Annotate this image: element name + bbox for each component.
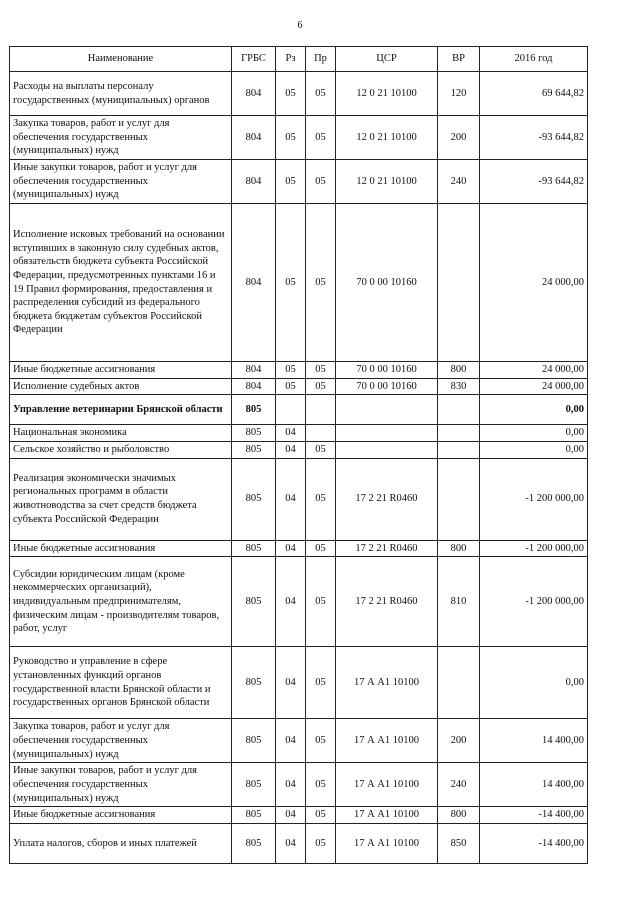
table-row (10, 557, 588, 647)
cell-grbs: 805 (232, 395, 276, 425)
header-rz: Рз (276, 47, 306, 72)
cell-amount: 24 000,00 (480, 378, 588, 395)
cell-pr: 05 (306, 647, 336, 719)
header-year: 2016 год (480, 47, 588, 72)
budget-table (9, 46, 588, 864)
cell-grbs: 805 (232, 823, 276, 863)
cell-csr: 17 2 21 R0460 (336, 557, 438, 647)
cell-csr: 70 0 00 10160 (336, 378, 438, 395)
cell-pr: 05 (306, 362, 336, 379)
cell-name: Иные закупки товаров, работ и услуг для обеспечения государственных (муниципальных) нужд (10, 160, 232, 204)
table-row (10, 116, 588, 160)
cell-grbs: 805 (232, 557, 276, 647)
cell-pr: 05 (306, 378, 336, 395)
cell-vr (438, 204, 480, 362)
cell-csr: 70 0 00 10160 (336, 362, 438, 379)
cell-amount: -14 400,00 (480, 807, 588, 824)
cell-vr: 200 (438, 116, 480, 160)
table-row (10, 458, 588, 540)
cell-name: Закупка товаров, работ и услуг для обеспечения государственных (муниципальных) нужд (10, 116, 232, 160)
cell-vr: 800 (438, 540, 480, 557)
cell-grbs: 805 (232, 807, 276, 824)
table-row (10, 540, 588, 557)
cell-pr (306, 425, 336, 442)
cell-csr: 12 0 21 10100 (336, 160, 438, 204)
cell-rz: 05 (276, 362, 306, 379)
cell-csr (336, 395, 438, 425)
cell-vr (438, 425, 480, 442)
table-row (10, 823, 588, 863)
cell-vr: 850 (438, 823, 480, 863)
cell-csr: 17 А А1 10100 (336, 763, 438, 807)
header-name: Наименование (10, 47, 232, 72)
cell-rz: 05 (276, 116, 306, 160)
cell-pr: 05 (306, 458, 336, 540)
cell-rz: 04 (276, 763, 306, 807)
cell-vr: 810 (438, 557, 480, 647)
cell-pr: 05 (306, 540, 336, 557)
page-number: 6 (297, 20, 303, 31)
cell-grbs: 804 (232, 362, 276, 379)
cell-amount: -14 400,00 (480, 823, 588, 863)
table-header-row (10, 47, 588, 72)
cell-name: Управление ветеринарии Брянской области (10, 395, 232, 425)
cell-vr: 120 (438, 72, 480, 116)
cell-name: Сельское хозяйство и рыболовство (10, 441, 232, 458)
cell-amount: 0,00 (480, 425, 588, 442)
table-row (10, 160, 588, 204)
cell-rz: 04 (276, 425, 306, 442)
cell-csr: 17 А А1 10100 (336, 719, 438, 763)
cell-pr: 05 (306, 441, 336, 458)
cell-pr: 05 (306, 823, 336, 863)
cell-amount: 24 000,00 (480, 362, 588, 379)
table-row (10, 807, 588, 824)
table-row (10, 763, 588, 807)
table-row (10, 204, 588, 362)
cell-rz: 04 (276, 647, 306, 719)
cell-amount: 24 000,00 (480, 204, 588, 362)
cell-vr (438, 647, 480, 719)
header-csr: ЦСР (336, 47, 438, 72)
cell-rz: 04 (276, 557, 306, 647)
cell-vr: 240 (438, 763, 480, 807)
cell-grbs: 805 (232, 763, 276, 807)
table-row (10, 719, 588, 763)
cell-name: Иные бюджетные ассигнования (10, 807, 232, 824)
cell-name: Исполнение исковых требований на основании вступивших в законную силу судебных актов, обязательств бюджета субъекта Российской Федерации, предусмотренных пунктами 16 и 19 Правил формирования, предоставления и распределения субсидий из федерального бюджета бюджетам субъектов Российской Федерации (10, 204, 232, 362)
cell-grbs: 805 (232, 719, 276, 763)
cell-rz: 04 (276, 719, 306, 763)
cell-grbs: 804 (232, 116, 276, 160)
cell-pr: 05 (306, 557, 336, 647)
cell-rz: 04 (276, 458, 306, 540)
table-row (10, 72, 588, 116)
header-grbs: ГРБС (232, 47, 276, 72)
cell-grbs: 805 (232, 425, 276, 442)
table-row (10, 378, 588, 395)
cell-vr: 830 (438, 378, 480, 395)
cell-amount: 0,00 (480, 441, 588, 458)
cell-csr: 17 А А1 10100 (336, 647, 438, 719)
cell-grbs: 805 (232, 540, 276, 557)
cell-csr (336, 441, 438, 458)
cell-grbs: 804 (232, 204, 276, 362)
header-pr: Пр (306, 47, 336, 72)
cell-name: Расходы на выплаты персоналу государственных (муниципальных) органов (10, 72, 232, 116)
cell-name: Реализация экономически значимых региональных программ в области животноводства за счет средств бюджета субъекта Российской Федерации (10, 458, 232, 540)
cell-rz: 05 (276, 160, 306, 204)
table-body (10, 72, 588, 864)
cell-pr: 05 (306, 807, 336, 824)
cell-vr (438, 441, 480, 458)
cell-vr: 800 (438, 807, 480, 824)
cell-amount: 0,00 (480, 395, 588, 425)
cell-rz: 05 (276, 204, 306, 362)
cell-pr: 05 (306, 204, 336, 362)
cell-amount: 69 644,82 (480, 72, 588, 116)
table-row (10, 647, 588, 719)
cell-name: Субсидии юридическим лицам (кроме некоммерческих организаций), индивидуальным предпринимателям, физическим лицам - производителям товаров, работ, услуг (10, 557, 232, 647)
cell-vr (438, 458, 480, 540)
cell-pr: 05 (306, 160, 336, 204)
table-row (10, 441, 588, 458)
cell-amount: -93 644,82 (480, 116, 588, 160)
cell-amount: -1 200 000,00 (480, 557, 588, 647)
cell-name: Национальная экономика (10, 425, 232, 442)
cell-rz: 04 (276, 823, 306, 863)
cell-grbs: 805 (232, 441, 276, 458)
table-row (10, 425, 588, 442)
cell-csr: 12 0 21 10100 (336, 116, 438, 160)
cell-name: Руководство и управление в сфере установленных функций органов государственной власти Брянской области и государственных органов Брянской области (10, 647, 232, 719)
cell-vr: 200 (438, 719, 480, 763)
cell-rz: 05 (276, 72, 306, 116)
cell-pr: 05 (306, 763, 336, 807)
cell-grbs: 805 (232, 647, 276, 719)
cell-csr: 70 0 00 10160 (336, 204, 438, 362)
cell-grbs: 804 (232, 378, 276, 395)
cell-name: Уплата налогов, сборов и иных платежей (10, 823, 232, 863)
cell-amount: -93 644,82 (480, 160, 588, 204)
cell-pr (306, 395, 336, 425)
cell-amount: -1 200 000,00 (480, 458, 588, 540)
cell-pr: 05 (306, 116, 336, 160)
cell-csr: 17 А А1 10100 (336, 823, 438, 863)
cell-name: Закупка товаров, работ и услуг для обеспечения государственных (муниципальных) нужд (10, 719, 232, 763)
cell-rz: 04 (276, 807, 306, 824)
cell-name: Иные закупки товаров, работ и услуг для обеспечения государственных (муниципальных) нужд (10, 763, 232, 807)
cell-vr: 800 (438, 362, 480, 379)
cell-csr: 12 0 21 10100 (336, 72, 438, 116)
cell-pr: 05 (306, 719, 336, 763)
cell-grbs: 804 (232, 160, 276, 204)
table-row (10, 362, 588, 379)
cell-rz: 04 (276, 540, 306, 557)
cell-csr: 17 2 21 R0460 (336, 540, 438, 557)
cell-grbs: 805 (232, 458, 276, 540)
cell-name: Иные бюджетные ассигнования (10, 362, 232, 379)
cell-amount: 14 400,00 (480, 719, 588, 763)
cell-name: Иные бюджетные ассигнования (10, 540, 232, 557)
cell-grbs: 804 (232, 72, 276, 116)
cell-name: Исполнение судебных актов (10, 378, 232, 395)
cell-csr (336, 425, 438, 442)
header-vr: ВР (438, 47, 480, 72)
cell-rz: 05 (276, 378, 306, 395)
cell-rz: 04 (276, 441, 306, 458)
cell-amount: 14 400,00 (480, 763, 588, 807)
cell-rz (276, 395, 306, 425)
cell-amount: -1 200 000,00 (480, 540, 588, 557)
cell-csr: 17 2 21 R0460 (336, 458, 438, 540)
cell-amount: 0,00 (480, 647, 588, 719)
table-row (10, 395, 588, 425)
cell-pr: 05 (306, 72, 336, 116)
cell-vr (438, 395, 480, 425)
cell-vr: 240 (438, 160, 480, 204)
cell-csr: 17 А А1 10100 (336, 807, 438, 824)
